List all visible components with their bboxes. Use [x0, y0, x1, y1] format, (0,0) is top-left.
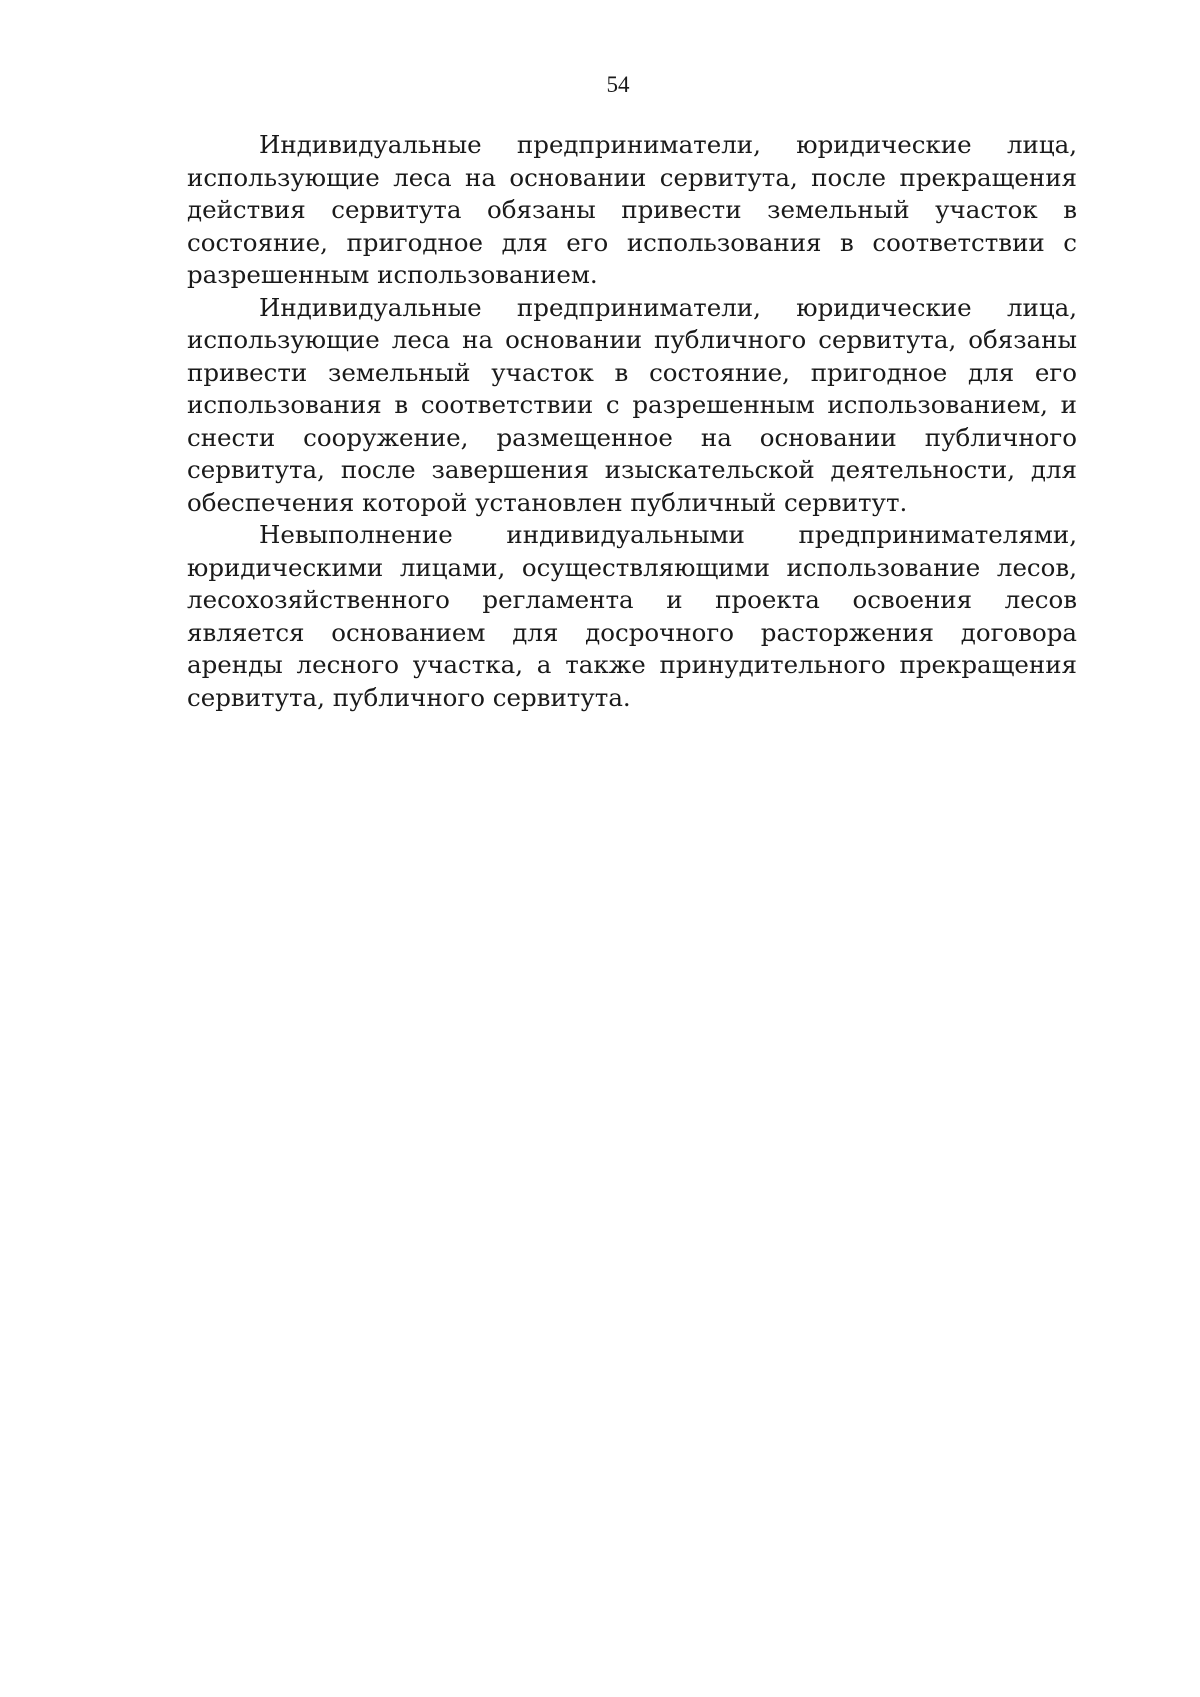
document-body: [187, 129, 1077, 714]
paragraph-public-easement-restoration: Индивидуальные предприниматели, юридические лица, использующие леса на основании публичного сервитута, обязаны привести земельный участок в состояние, пригодное для его использования в соответствии с разрешенным использованием, и снести сооружение, размещенное на основании публичного сервитута, после завершения изыскательской деятельности, для обеспечения которой установлен публичный сервитут.: [187, 292, 1077, 517]
paragraph-easement-restoration: Индивидуальные предприниматели, юридические лица, использующие леса на основании сервитута, после прекращения действия сервитута обязаны привести земельный участок в состояние, пригодное для его использования в соответствии с разрешенным использованием.: [187, 130, 1077, 289]
paragraph-termination-grounds: Невыполнение индивидуальными предпринимателями, юридическими лицами, осуществляющими использование лесов, лесохозяйственного регламента и проекта освоения лесов является основанием для досрочного расторжения договора аренды лесного участка, а также принудительного прекращения сервитута, публичного сервитута.: [187, 520, 1077, 712]
page-number: 54: [606, 72, 630, 97]
